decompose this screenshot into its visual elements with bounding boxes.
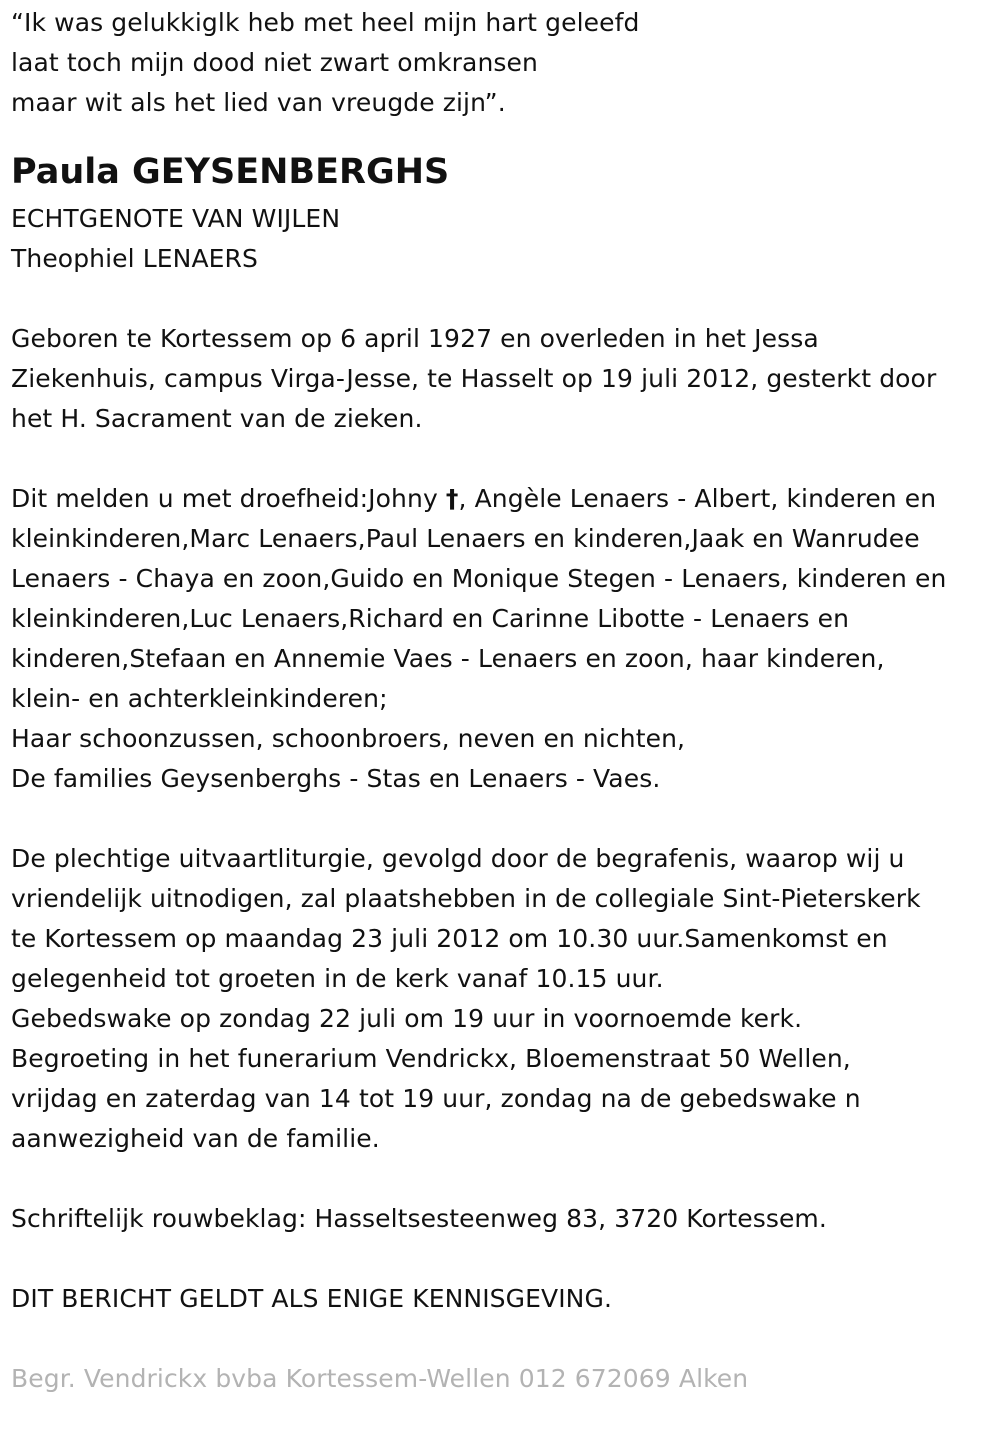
paragraph-line: kleinkinderen,Marc Lenaers,Paul Lenaers en kinderen,Jaak en Wanrudee xyxy=(11,524,920,553)
paragraph-line xyxy=(11,479,996,519)
paragraph-line: Geboren te Kortessem op 6 april 1927 en overleden in het Jessa xyxy=(11,324,819,353)
spacer xyxy=(11,799,996,839)
paragraph-line: Gebedswake op zondag 22 juli om 19 uur in voornoemde kerk. xyxy=(11,1004,803,1033)
paragraph-line: vrijdag en zaterdag van 14 tot 19 uur, zondag na de gebedswake n xyxy=(11,1084,861,1113)
paragraph-line: aanwezigheid van de familie. xyxy=(11,1124,380,1153)
quote-line: maar wit als het lied van vreugde zijn”. xyxy=(11,88,506,117)
paragraph-line: De plechtige uitvaartliturgie, gevolgd door de begrafenis, waarop wij u xyxy=(11,844,905,873)
funeral-home-footer: Begr. Vendrickx bvba Kortessem-Wellen 012 672069 Alken xyxy=(11,1364,749,1393)
paragraph-line: kinderen,Stefaan en Annemie Vaes - Lenaers en zoon, haar kinderen, xyxy=(11,644,885,673)
birth-death-paragraph xyxy=(11,319,996,439)
paragraph-line: kleinkinderen,Luc Lenaers,Richard en Carinne Libotte - Lenaers en xyxy=(11,604,850,633)
family-paragraph xyxy=(11,479,996,799)
paragraph-line: het H. Sacrament van de zieken. xyxy=(11,404,423,433)
cross-icon: † xyxy=(445,484,459,513)
paragraph-line: Ziekenhuis, campus Virga-Jesse, te Hasselt op 19 juli 2012, gesterkt door xyxy=(11,364,937,393)
family-intro-rest: , Angèle Lenaers - Albert, kinderen en xyxy=(458,484,937,513)
funeral-paragraph xyxy=(11,839,996,1159)
paragraph-line: Lenaers - Chaya en zoon,Guido en Monique Stegen - Lenaers, kinderen en xyxy=(11,564,947,593)
quote-block xyxy=(11,3,996,123)
paragraph-line: Haar schoonzussen, schoonbroers, neven en nichten, xyxy=(11,724,686,753)
spacer xyxy=(11,1319,996,1359)
quote-line: “Ik was gelukkiglk heb met heel mijn hart geleefd xyxy=(11,8,640,37)
spacer xyxy=(11,1239,996,1279)
spacer xyxy=(11,1159,996,1199)
family-intro-text: Dit melden u met droefheid:Johny xyxy=(11,484,446,513)
paragraph-line: klein- en achterkleinkinderen; xyxy=(11,684,388,713)
spacer xyxy=(11,439,996,479)
obituary-document xyxy=(11,3,996,1399)
quote-line: laat toch mijn dood niet zwart omkransen xyxy=(11,48,538,77)
deceased-name: Paula GEYSENBERGHS xyxy=(11,152,450,192)
condolence-address: Schriftelijk rouwbeklag: Hasseltsesteenweg 83, 3720 Kortessem. xyxy=(11,1204,827,1233)
spacer xyxy=(11,279,996,319)
paragraph-line: gelegenheid tot groeten in de kerk vanaf 10.15 uur. xyxy=(11,964,664,993)
paragraph-line: te Kortessem op maandag 23 juli 2012 om 10.30 uur.Samenkomst en xyxy=(11,924,888,953)
paragraph-line: vriendelijk uitnodigen, zal plaatshebben in de collegiale Sint-Pieterskerk xyxy=(11,884,921,913)
spouse-label: ECHTGENOTE VAN WIJLEN xyxy=(11,204,341,233)
paragraph-line: Begroeting in het funerarium Vendrickx, Bloemenstraat 50 Wellen, xyxy=(11,1044,851,1073)
spouse-name: Theophiel LENAERS xyxy=(11,244,258,273)
paragraph-line: De families Geysenberghs - Stas en Lenaers - Vaes. xyxy=(11,764,661,793)
notice-statement: DIT BERICHT GELDT ALS ENIGE KENNISGEVING. xyxy=(11,1284,612,1313)
